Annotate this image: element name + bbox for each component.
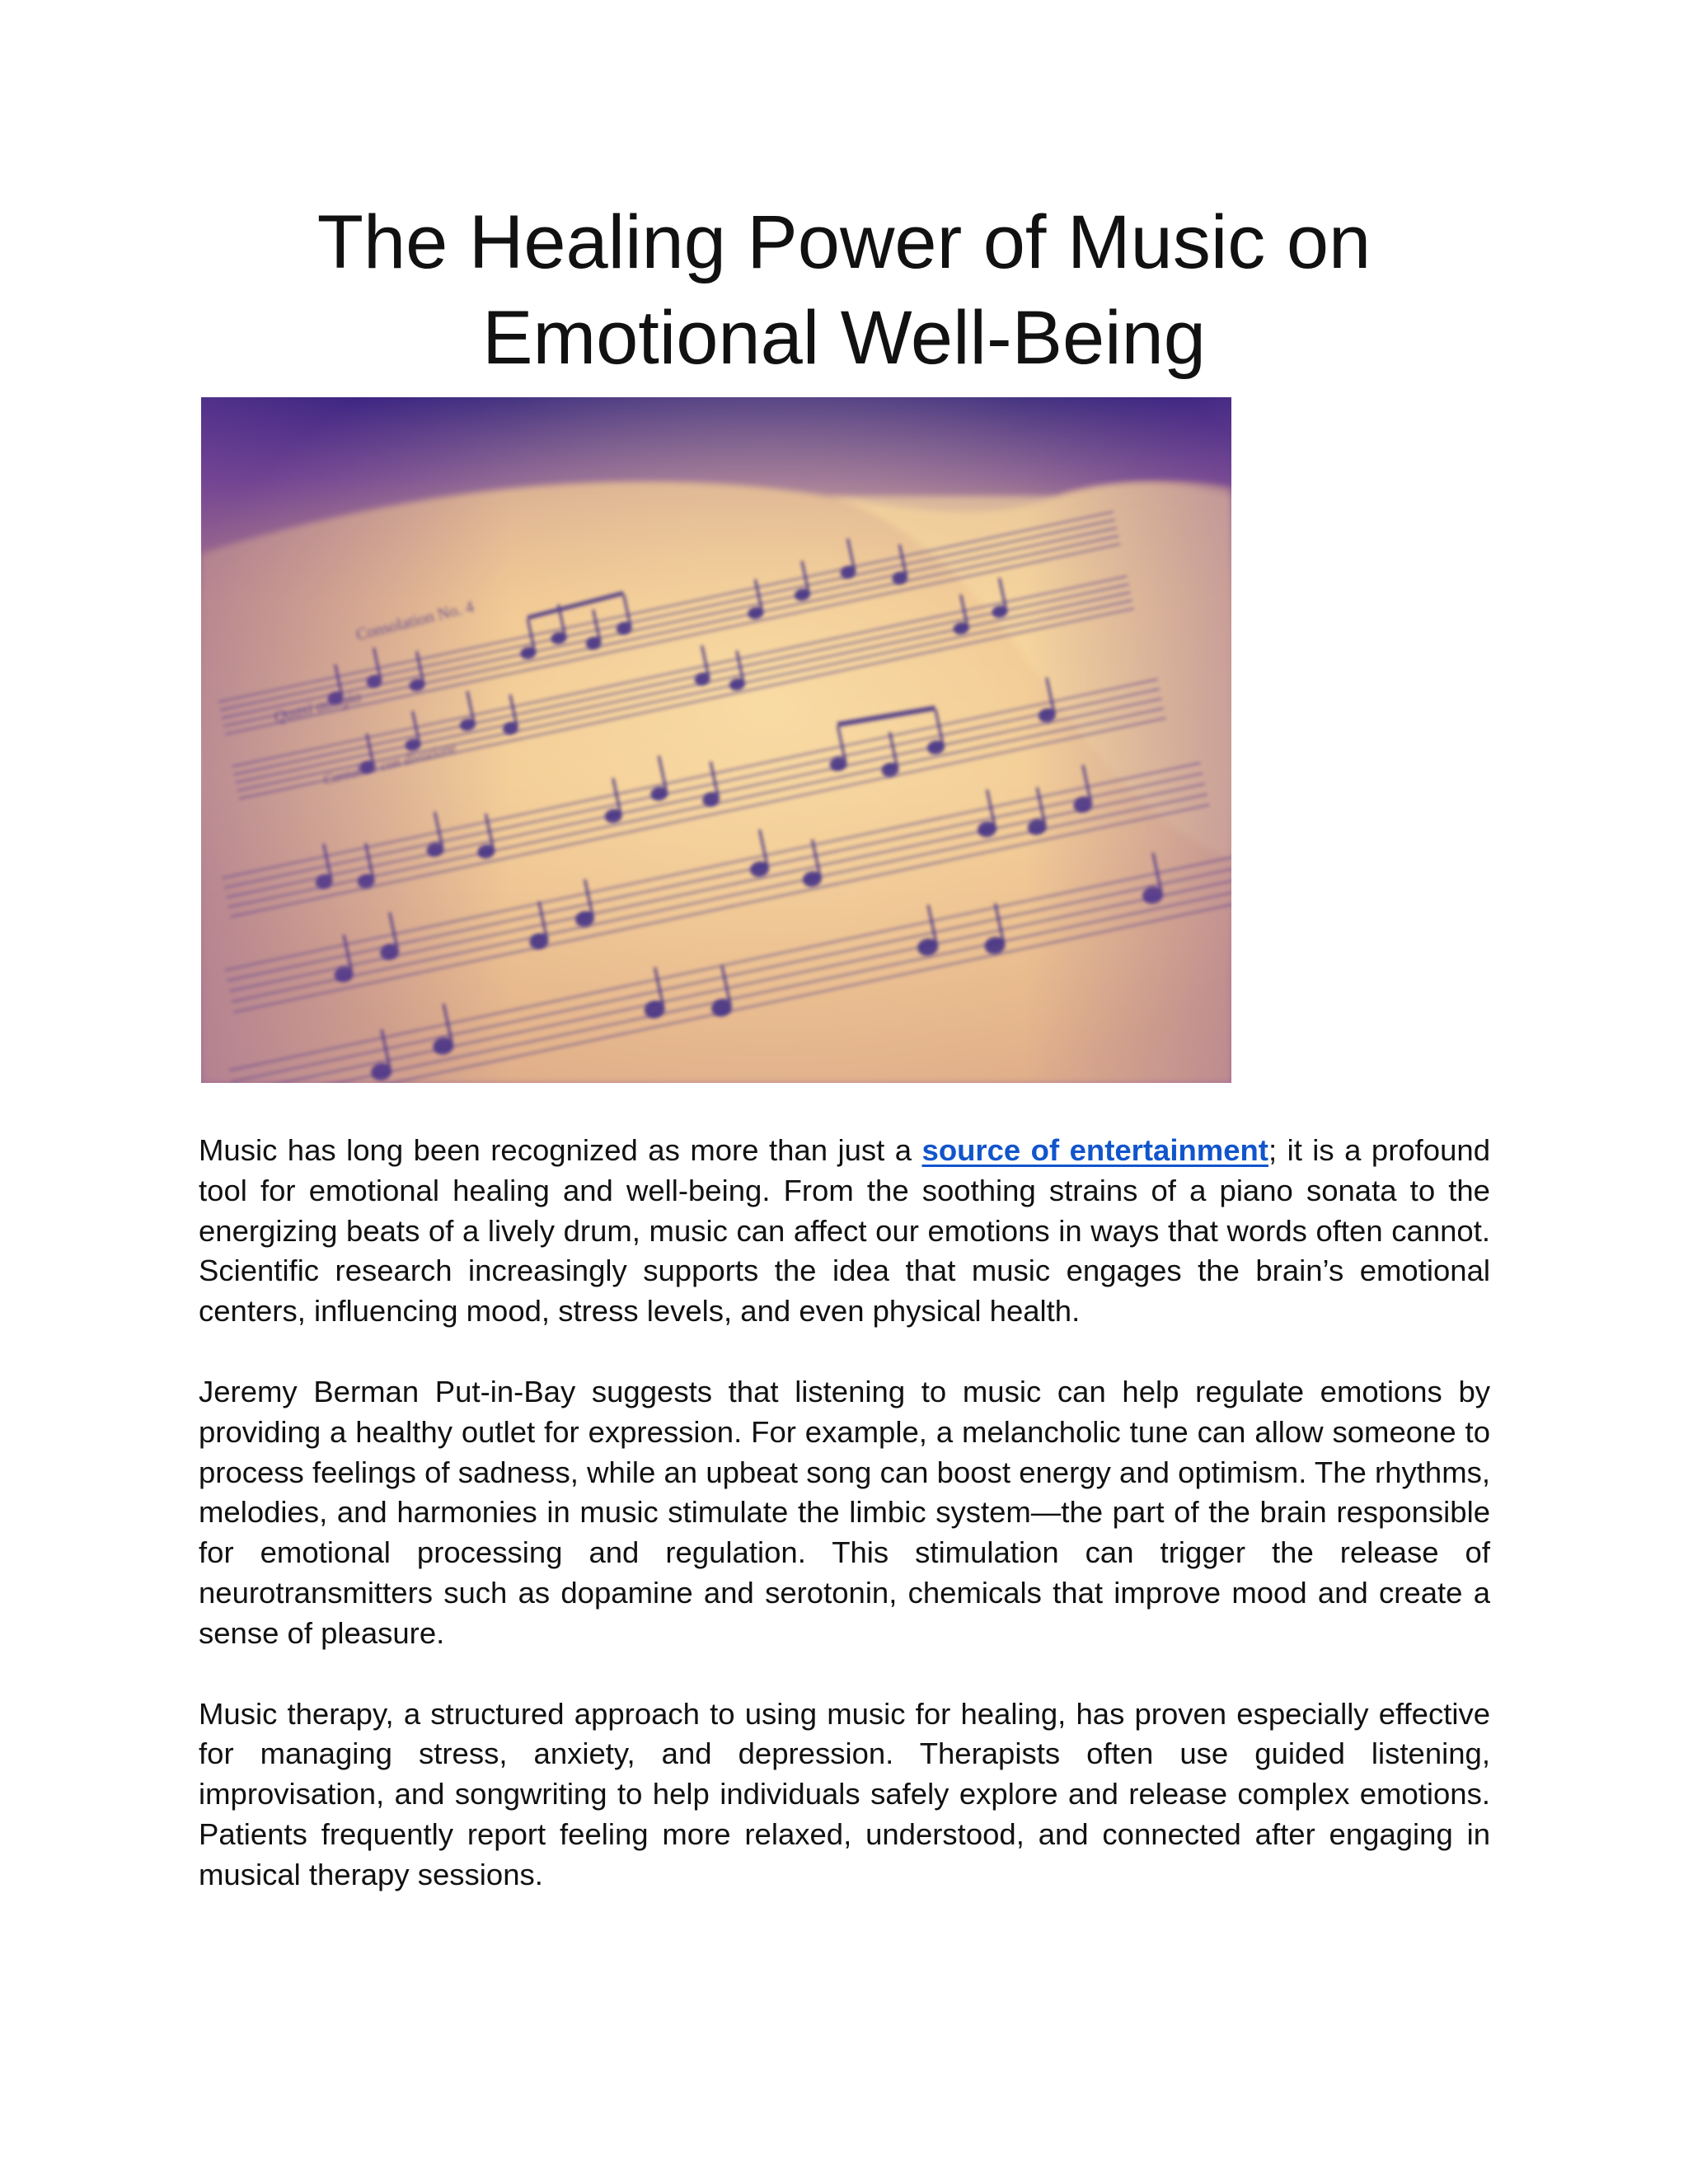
paragraph-1-text-end: ; it is a profound tool for emotional healing and well-being. From the soothing strains of a piano sonata to the energizing beats of a lively drum, music can affect our emotions in ways that words often cannot. Scientific research increasingly supports the idea that music engages the brain’s emotional centers, influencing mood, stress levels, and even physical health. — [199, 1133, 1491, 1329]
document-title: The Healing Power of Music on Emotional Well-Being — [316, 200, 1372, 380]
paragraph-1 — [199, 1131, 1490, 1332]
sheet-music-image — [201, 397, 1231, 1083]
source-of-entertainment-link[interactable]: source of entertainment — [921, 1133, 1268, 1167]
paragraph-2: Jeremy Berman Put-in-Bay suggests that listening to music can help regulate emotions by providing a healthy outlet for expression. For example, a melancholic tune can allow someone to process feelings of sadness, while an upbeat song can boost energy and optimism. The rhythms, melodies, and harmonies in music stimulate the limbic system—the part of the brain responsible for emotional processing and regulation. This stimulation can trigger the release of neurotransmitters such as dopamine and serotonin, chemicals that improve mood and create a sense of pleasure. — [199, 1374, 1490, 1650]
article-body — [199, 1131, 1490, 1936]
paragraph-1-text-start: Music has long been recognized as more than just a — [199, 1133, 922, 1167]
paragraph-3: Music therapy, a structured approach to using music for healing, has proven especially effective for managing stress, anxiety, and depression. Therapists often use guided listening, improvisation, and songwriting to help individuals safely explore and release complex emotions. Patients frequently report feeling more relaxed, understood, and connected after engaging in musical therapy sessions. — [199, 1696, 1490, 1891]
